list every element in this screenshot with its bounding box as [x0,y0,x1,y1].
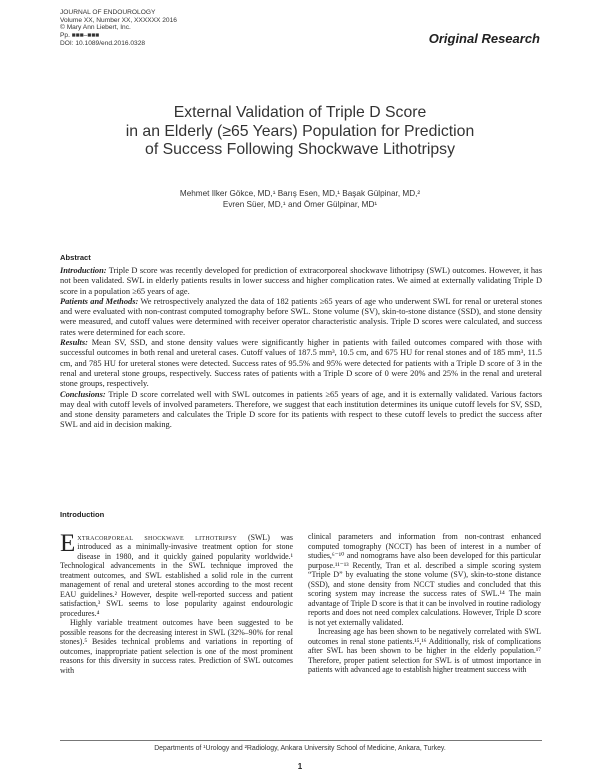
intro-paragraph-1 [60,529,293,619]
title-line-3: of Success Following Shockwave Lithotripsy [145,141,455,159]
abstract-results-text: Mean SV, SSD, and stone density values were significantly higher in patients with failed outcomes compared with those with successful outcomes in both renal and ureteral cases. Cutoff values of 187.5 mm³, 10.5 cm, and 675 HU for renal stones and of 185 mm³, 11.5 cm, and 785 HU for ureteral stones were detected. Success rates of 95.5% and 95% were detected for patients with a Triple D score of 3 in the renal and ureteral stone groups, respectively. Success rates of patients with a Triple D score of 0 were 20% and 25% in the renal and ureteral stone groups, respectively. [60,338,542,389]
abstract-results-label: Results: [60,338,88,348]
abstract-heading: Abstract [60,253,91,262]
intro-paragraph-4: Increasing age has been shown to be negatively correlated with SWL outcomes in renal stone patients.¹⁵,¹⁶ Additionally, risk of complications after SWL has been shown to be higher in the elderly population.¹⁷ Therefore, proper patient selection for SWL is of utmost importance in patients with advanced age to establish higher treatment success with [308,627,541,674]
journal-volume: Volume XX, Number XX, XXXXXX 2016 [60,16,177,24]
abstract-introduction-label: Introduction: [60,266,107,275]
copyright-line: © Mary Ann Liebert, Inc. [60,24,131,32]
title-line-2: in an Elderly (≥65 Years) Population for Prediction [125,122,475,140]
affiliation-footnote: Departments of ¹Urology and ²Radiology, Ankara University School of Medicine, Ankara, Turkey. [154,745,446,752]
abstract-results [60,338,542,389]
abstract-conclusions-label: Conclusions: [60,389,106,399]
footnote-rule [60,740,542,741]
journal-meta [60,9,280,48]
author-list [60,188,540,210]
doi-line: DOI: 10.1089/end.2016.0328 [60,39,146,47]
journal-name: JOURNAL OF ENDOUROLOGY [60,9,156,16]
abstract-conclusions-text: Triple D score correlated well with SWL outcomes in patients ≥65 years of age, and it is externally validated. Various factors may deal with cutoff levels of involved parameters. Therefore, we suggest that each institution determines its unique cutoff levels for SV, SSD, and stone density parameters and calculates the Triple D score for its patients with respect to these cutoff levels to predict the success after SWL and aid in decision making. [60,389,542,430]
abstract-body [60,266,542,431]
body-column-left [60,510,293,675]
intro-paragraph-2: Highly variable treatment outcomes have been suggested to be possible reasons for the decreasing interest in SWL (32%–90% for renal stones).⁵ Besides technical problems and variations in reporting of outcomes, inappropriate patient selection is one of the most prominent reasons for this diversity in success rates. Prediction of SWL outcomes with [60,618,293,675]
abstract-methods-label: Patients and Methods: [60,296,139,306]
intro-smallcaps-lead: xtracorporeal shockwave lithotripsy [77,532,238,542]
intro-paragraph-1-text: (SWL) was introduced as a minimally-invasive treatment option for stone disease in 1980, and it quickly gained popularity worldwide.¹ Technological advancements in the SWL technique improved the treatment outcomes, and SWL established a solid role in the current management of renal and ureteral stones according to the most recent EAU guidelines.² However, despite well-reported success and patient satisfaction,³ SWL seems to lose popularity against endourologic procedures.⁴ [60,532,293,618]
abstract-methods [60,297,542,338]
body-column-right [308,532,541,675]
title-line-1: External Validation of Triple D Score [173,104,427,121]
introduction-heading: Introduction [60,510,105,519]
intro-paragraph-3: clinical parameters and information from non-contrast enhanced computed tomography (NCCT) has been of interest in a number of studies,⁶⁻¹⁰ and nomograms have also been developed for this particular purpose.¹¹⁻¹³ Recently, Tran et al. described a simple scoring system “Triple D” by evaluating the stone volume (SV), skin-to-stone distance (SSD), and stone density from NCCT studies and concluded that this scoring system may increase the success rates of SWL.¹⁴ The main advantage of Triple D score is that it can be involved in routine radiology reports and does not need complex calculations. However, Triple D score is not yet externally validated. [308,532,541,627]
authors-line-1: Mehmet Ilker Gökce, MD,¹ Barış Esen, MD,¹ Başak Gülpinar, MD,² [179,189,421,198]
page-number: 1 [297,762,303,771]
page-range: Pp. ■■■–■■■ [60,32,100,40]
authors-line-2: Evren Süer, MD,¹ and Ömer Gülpinar, MD¹ [222,200,378,209]
abstract-methods-text: We retrospectively analyzed the data of 182 patients ≥65 years of age who underwent SWL for renal or ureteral stones and were evaluated with non-contrast computed tomography before SWL. Stone volume (SV), skin-to-stone distance (SSD), and stone density were measured, and cutoff values were determined with receiver operator characteristic analysis. Triple D scores were calculated, and success rates were determined for each score. [60,296,542,337]
article-title [60,104,540,160]
abstract-introduction [60,266,542,297]
drop-cap: E [60,529,76,557]
abstract-conclusions [60,390,542,431]
section-label: Original Research [428,31,540,46]
abstract-introduction-text: Triple D score was recently developed for prediction of extracorporeal shockwave lithotripsy (SWL) outcomes. However, it has not been validated. SWL in elderly patients results in lower success and higher complication rates. We aimed at externally validating Triple D score in a population ≥65 years of age. [60,266,542,296]
